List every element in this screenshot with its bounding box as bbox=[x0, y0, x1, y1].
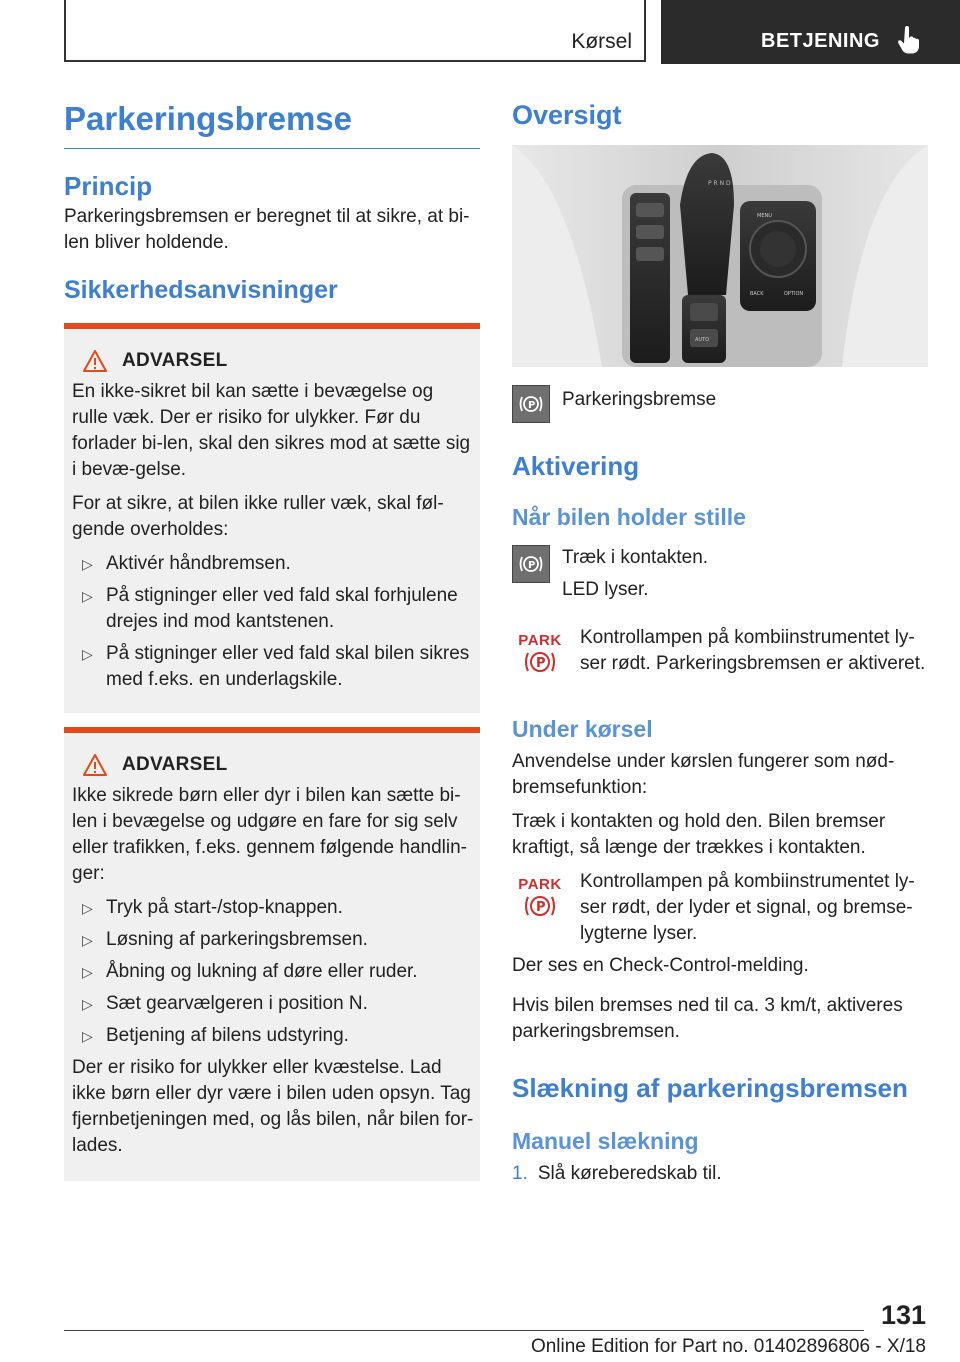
footer-divider bbox=[64, 1330, 864, 1331]
auto-label: AUTO bbox=[695, 337, 710, 343]
driving-heading: Under kørsel bbox=[512, 716, 653, 742]
bullet-triangle-icon: ▷ bbox=[82, 646, 93, 662]
bullet-triangle-icon: ▷ bbox=[82, 932, 93, 948]
list-item bbox=[72, 641, 474, 693]
brake-symbol-letter: P bbox=[528, 560, 536, 571]
left-column bbox=[64, 100, 480, 1181]
header-chapter-tab bbox=[64, 0, 646, 62]
warning-title: ADVARSEL bbox=[122, 754, 228, 775]
standstill-indicator-text: Kontrollampen på kombiinstrumentet ly‐ser rødt. Parkeringsbremsen er aktiveret. bbox=[580, 627, 926, 674]
step-number: 1. bbox=[512, 1163, 528, 1184]
bullet-triangle-icon: ▷ bbox=[82, 900, 93, 916]
standstill-step-row bbox=[512, 545, 928, 603]
warning-box-1 bbox=[64, 323, 480, 713]
list-item-text: Aktivér håndbremsen. bbox=[106, 553, 291, 574]
driving-text-2: Træk i kontakten og hold den. Bilen bremser kraftigt, så længe der trækkes i kontakten. bbox=[512, 811, 886, 858]
header-section: BETJENING bbox=[761, 30, 880, 52]
center-console-illustration bbox=[512, 145, 928, 367]
center-console-photo bbox=[512, 145, 928, 367]
list-item-text: Betjening af bilens udstyring. bbox=[106, 1025, 349, 1046]
step-text: Slå køreberedskab til. bbox=[537, 1163, 722, 1184]
park-symbol-letter: P bbox=[536, 900, 546, 915]
page-title: Parkeringsbremse bbox=[64, 100, 480, 149]
warning-text: En ikke-sikret bil kan sætte i bevægelse og rulle væk. Der er risiko for ulykker. Før du forlader bi‐len, skal den sikres mod at sætte sig i bevæ‐gelse. bbox=[72, 381, 471, 480]
driving-text-4: Hvis bilen bremses ned til ca. 3 km/t, aktiveres parkeringsbremsen. bbox=[512, 995, 903, 1042]
header-section-tab bbox=[661, 0, 960, 64]
warning-box-2 bbox=[64, 727, 480, 1181]
right-column bbox=[512, 100, 928, 1185]
park-indicator-icon bbox=[512, 633, 568, 680]
list-item bbox=[72, 551, 474, 577]
warning-text: Ikke sikrede børn eller dyr i bilen kan sætte bi‐len i bevægelse og udgøre en fare for sig selv eller trafikken, f.eks. gennem følgende handlin‐ger: bbox=[72, 785, 467, 884]
list-item-text: Tryk på start-/stop-knappen. bbox=[106, 897, 343, 918]
list-item bbox=[72, 927, 474, 953]
bullet-triangle-icon: ▷ bbox=[82, 1028, 93, 1044]
driving-indicator-text: Kontrollampen på kombiinstrumentet ly‐ser rødt, der lyder et signal, og bremse‐lygterne lyser. bbox=[580, 871, 915, 944]
list-item bbox=[72, 1023, 474, 1049]
principle-heading: Princip bbox=[64, 171, 153, 201]
list-item bbox=[72, 895, 474, 921]
warning-title: ADVARSEL bbox=[122, 350, 228, 371]
park-word: PARK bbox=[518, 876, 562, 893]
footer-edition: Online Edition for Part no. 01402896806 - X/18 bbox=[530, 1336, 926, 1357]
list-item-text: Åbning og lukning af døre eller ruder. bbox=[106, 961, 418, 982]
standstill-step-2: LED lyser. bbox=[562, 579, 649, 600]
bullet-triangle-icon: ▷ bbox=[82, 588, 93, 604]
header-chapter: Kørsel bbox=[571, 30, 632, 53]
hand-pointer-icon bbox=[896, 26, 922, 54]
warning-text: Der er risiko for ulykker eller kvæstelse. Lad ikke børn eller dyr være i bilen uden opsyn. Tag fjernbetjeningen med, og lås bilen, når bilen for‐lades. bbox=[72, 1057, 474, 1156]
option-label: OPTION bbox=[784, 291, 804, 297]
warning-text: For at sikre, at bilen ikke ruller væk, skal føl‐gende overholdes: bbox=[72, 493, 444, 540]
warning-triangle-icon bbox=[82, 349, 108, 373]
park-symbol-letter: P bbox=[536, 656, 546, 671]
standstill-indicator-row bbox=[512, 625, 928, 680]
warning-header bbox=[82, 753, 474, 777]
bullet-triangle-icon: ▷ bbox=[82, 996, 93, 1012]
page-number: 131 bbox=[880, 1300, 926, 1330]
overview-caption: Parkeringsbremse bbox=[562, 389, 717, 410]
warning-triangle-icon bbox=[82, 753, 108, 777]
gear-markings: P R N D bbox=[708, 180, 731, 187]
park-indicator-icon bbox=[512, 877, 568, 924]
brake-symbol-letter: P bbox=[528, 400, 536, 411]
back-label: BACK bbox=[750, 291, 764, 297]
standstill-step-1: Træk i kontakten. bbox=[562, 547, 709, 568]
overview-caption-row bbox=[512, 385, 928, 423]
driving-text-3: Der ses en Check-Control-melding. bbox=[512, 955, 809, 976]
menu-label: MENU bbox=[757, 213, 772, 219]
warning-header bbox=[82, 349, 474, 373]
warning-list bbox=[72, 895, 474, 1049]
park-word: PARK bbox=[518, 632, 562, 649]
warning-list bbox=[72, 551, 474, 693]
manual-step bbox=[512, 1163, 928, 1185]
manual-release-heading: Manuel slækning bbox=[512, 1128, 699, 1154]
driving-text-1: Anvendelse under kørslen fungerer som nød‐bremsefunktion: bbox=[512, 751, 895, 798]
activation-heading: Aktivering bbox=[512, 451, 640, 481]
list-item bbox=[72, 583, 474, 635]
parking-brake-switch-icon bbox=[512, 385, 550, 423]
safety-heading: Sikkerhedsanvisninger bbox=[64, 276, 338, 304]
list-item-text: På stigninger eller ved fald skal forhjulene drejes ind mod kantstenen. bbox=[106, 585, 458, 632]
list-item-text: Løsning af parkeringsbremsen. bbox=[106, 929, 368, 950]
driving-indicator-row bbox=[512, 869, 928, 947]
parking-brake-switch-icon bbox=[512, 545, 550, 583]
standstill-heading: Når bilen holder stille bbox=[512, 504, 746, 530]
release-heading: Slækning af parkeringsbremsen bbox=[512, 1073, 908, 1103]
bullet-triangle-icon: ▷ bbox=[82, 556, 93, 572]
list-item-text: På stigninger eller ved fald skal bilen sikres med f.eks. en underlagskile. bbox=[106, 643, 470, 690]
overview-heading: Oversigt bbox=[512, 100, 622, 130]
list-item bbox=[72, 991, 474, 1017]
list-item-text: Sæt gearvælgeren i position N. bbox=[106, 993, 368, 1014]
bullet-triangle-icon: ▷ bbox=[82, 964, 93, 980]
list-item bbox=[72, 959, 474, 985]
principle-text: Parkeringsbremsen er beregnet til at sikre, at bi‐len bliver holdende. bbox=[64, 206, 470, 253]
